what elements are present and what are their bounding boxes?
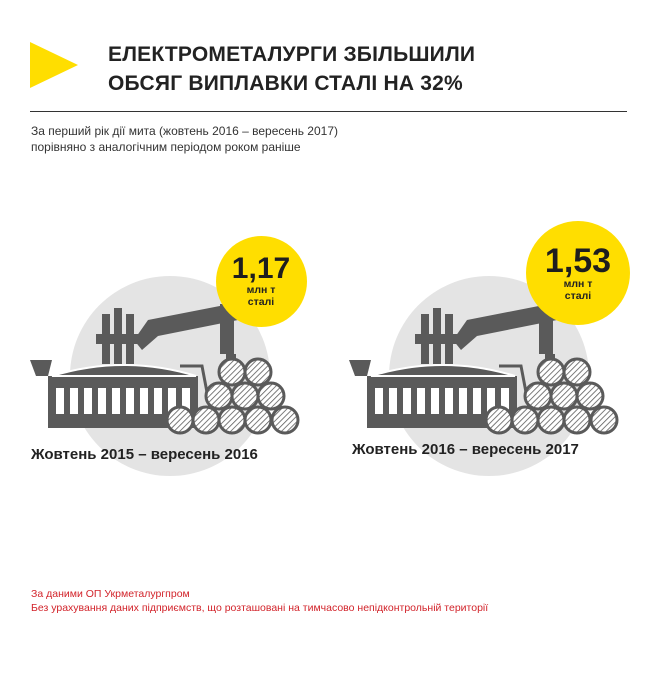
steel-pipe [538,407,564,433]
steel-pipe [193,407,219,433]
steel-pipe [564,359,590,385]
steel-pipe [167,407,193,433]
steel-pipe [551,383,577,409]
value-label-2017: 1,53 [544,242,612,280]
steel-pipe [245,407,271,433]
category-label-2017: Жовтень 2016 – вересень 2017 [352,441,579,458]
steel-pipe [512,407,538,433]
value-bubble-2016 [216,236,307,327]
steel-pipe [219,407,245,433]
title-line-2: ОБСЯГ ВИПЛАВКИ СТАЛІ НА 32% [108,72,463,95]
unit-label-2016 [247,284,276,308]
steel-pipe [538,359,564,385]
unit-line-1: млн т [563,278,593,290]
category-label-2016: Жовтень 2015 – вересень 2016 [31,446,258,463]
steel-pipe [232,383,258,409]
steel-pipe [219,359,245,385]
subtitle-line-2: порівняно з аналогічним періодом роком раніше [31,140,301,154]
steel-pipe [245,359,271,385]
page-title [108,40,628,98]
value-bubble-2017 [526,221,630,325]
steel-pipe [591,407,617,433]
steel-pipe [272,407,298,433]
value-label-2016: 1,17 [231,252,291,285]
subtitle [31,123,338,155]
logo-triangle-icon [30,42,78,88]
steel-pipe [206,383,232,409]
footnote-line-2: Без урахування даних підприємств, що розташовані на тимчасово непідконтрольній території [31,602,489,614]
unit-line-2: сталі [564,290,592,302]
steel-pipe [258,383,284,409]
steel-pipe [525,383,551,409]
subtitle-line-1: За перший рік дії мита (жовтень 2016 – вересень 2017) [31,124,338,138]
source-footnote [31,587,488,615]
steel-pipe [577,383,603,409]
unit-line-1: млн т [246,284,276,296]
footnote-line-1: За даними ОП Укрметалургпром [31,588,190,600]
steel-pipe [564,407,590,433]
title-line-1: ЕЛЕКТРОМЕТАЛУРГИ ЗБІЛЬШИЛИ [108,43,476,66]
steel-pipe [486,407,512,433]
unit-line-2: сталі [247,296,275,308]
divider [30,111,627,112]
unit-label-2017 [564,278,593,302]
